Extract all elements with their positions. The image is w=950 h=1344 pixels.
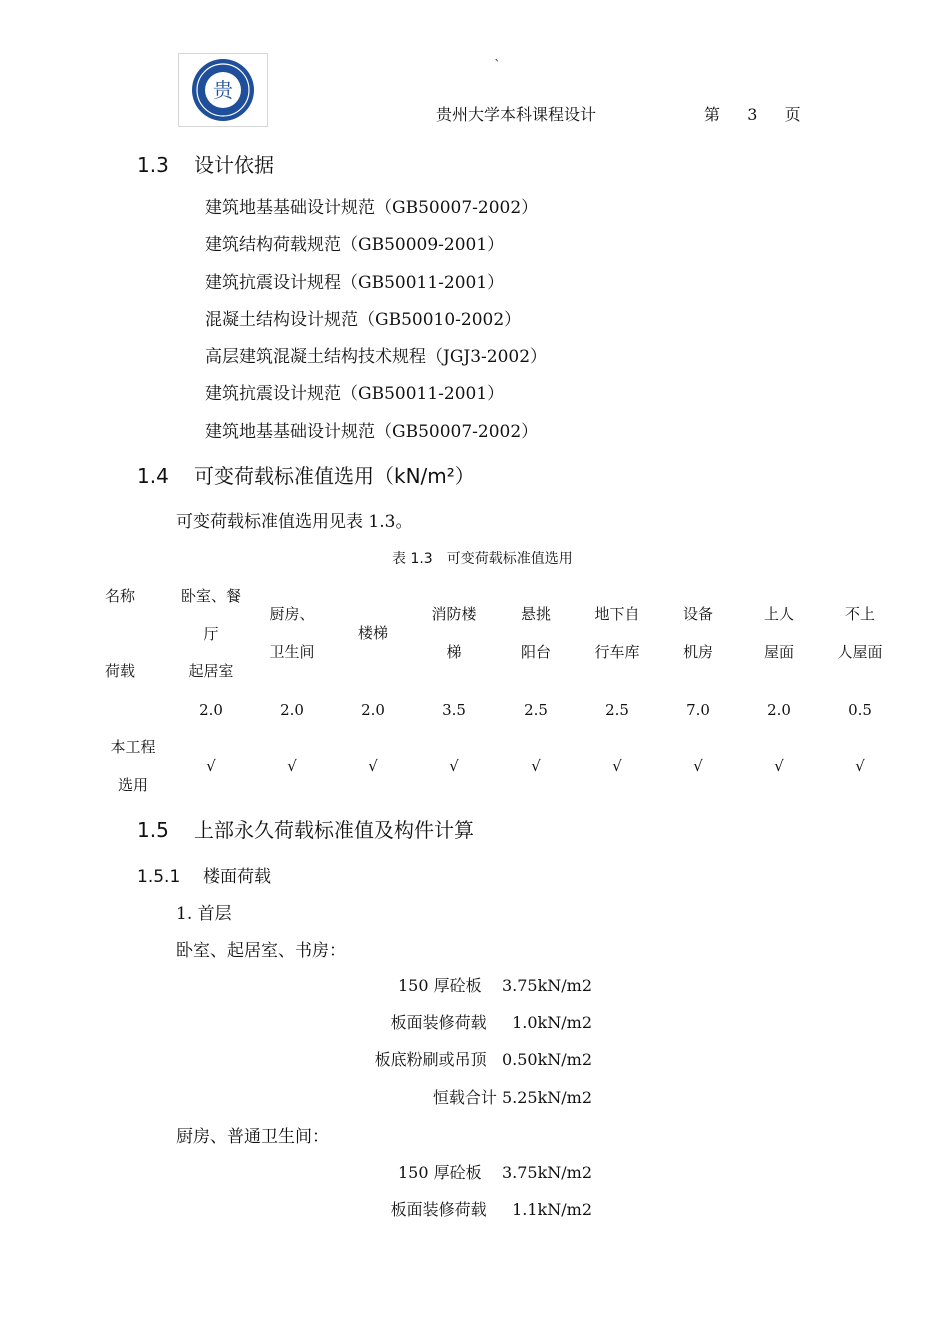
section-title: 上部永久荷载标准值及构件计算 bbox=[194, 818, 474, 842]
load-value: 2.0 bbox=[767, 701, 791, 719]
page-suffix: 页 bbox=[784, 105, 802, 124]
column-header: 设备 机房 bbox=[682, 605, 713, 661]
page-number: 3 bbox=[747, 105, 759, 124]
check-mark-icon: √ bbox=[531, 757, 541, 775]
section-number: 1.5 bbox=[137, 818, 169, 842]
load-line: 板面装修荷载 1.0kN/m2 bbox=[390, 1013, 592, 1032]
load-line: 150 厚砼板 3.75kN/m2 bbox=[397, 976, 592, 995]
column-header: 不上 人屋面 bbox=[837, 605, 883, 661]
column-header: 厨房、 卫生间 bbox=[269, 605, 315, 661]
header-mark: ` bbox=[494, 58, 501, 74]
section-heading-1-5 bbox=[137, 814, 474, 843]
university-logo bbox=[178, 53, 268, 127]
section-number: 1.5.1 bbox=[137, 867, 181, 887]
reference-list bbox=[205, 196, 547, 457]
reference-item: 建筑抗震设计规程（GB50011-2001） bbox=[205, 272, 505, 293]
header-title: 贵州大学本科课程设计 bbox=[436, 105, 597, 124]
reference-item: 建筑地基基础设计规范（GB50007-2002） bbox=[205, 421, 539, 442]
load-value: 2.0 bbox=[199, 701, 223, 719]
check-mark-icon: √ bbox=[368, 757, 378, 775]
reference-item: 建筑结构荷载规范（GB50009-2001） bbox=[205, 235, 505, 256]
table-caption: 表 1.3 可变荷载标准值选用 bbox=[392, 551, 573, 567]
section-title: 楼面荷载 bbox=[203, 867, 271, 887]
check-mark-icon: √ bbox=[855, 757, 865, 775]
column-header: 悬挑 阳台 bbox=[520, 605, 551, 661]
check-mark-icon: √ bbox=[693, 757, 703, 775]
column-header: 地下自 行车库 bbox=[594, 605, 640, 661]
row-label-selected: 本工程 选用 bbox=[110, 738, 156, 794]
section-heading-1-3 bbox=[137, 149, 274, 178]
section-number: 1.3 bbox=[137, 153, 169, 177]
section-title: 可变荷载标准值选用（kN/m²） bbox=[194, 464, 475, 488]
group-label-kitchen: 厨房、普通卫生间： bbox=[176, 1127, 329, 1147]
logo-emblem-icon bbox=[179, 54, 267, 126]
group-label-bedroom: 卧室、起居室、书房： bbox=[176, 941, 346, 961]
column-header: 楼梯 bbox=[357, 624, 388, 642]
table-intro: 可变荷载标准值选用见表 1.3。 bbox=[176, 512, 413, 532]
load-line: 板面装修荷载 1.1kN/m2 bbox=[390, 1200, 592, 1219]
reference-item: 建筑抗震设计规范（GB50011-2001） bbox=[205, 384, 505, 405]
reference-item: 混凝土结构设计规范（GB50010-2002） bbox=[205, 309, 522, 330]
table-corner-bottom: 荷载 bbox=[104, 662, 135, 680]
check-mark-icon: √ bbox=[774, 757, 784, 775]
load-value: 2.5 bbox=[605, 701, 629, 719]
load-line-total: 恒载合计 5.25kN/m2 bbox=[432, 1088, 592, 1107]
load-value: 2.0 bbox=[361, 701, 385, 719]
section-heading-1-4 bbox=[137, 460, 475, 489]
reference-item: 高层建筑混凝土结构技术规程（JGJ3-2002） bbox=[205, 347, 548, 368]
column-header: 消防楼 梯 bbox=[431, 605, 477, 661]
page-prefix: 第 bbox=[704, 105, 722, 124]
reference-item: 建筑地基基础设计规范（GB50007-2002） bbox=[205, 198, 539, 218]
column-header: 上人 屋面 bbox=[763, 605, 794, 661]
load-value: 2.5 bbox=[524, 701, 548, 719]
load-line: 150 厚砼板 3.75kN/m2 bbox=[397, 1163, 592, 1182]
list-item-first-floor: 1. 首层 bbox=[176, 904, 232, 924]
load-value: 3.5 bbox=[442, 701, 466, 719]
check-mark-icon: √ bbox=[449, 757, 459, 775]
load-line: 板底粉刷或吊顶 0.50kN/m2 bbox=[374, 1050, 592, 1069]
page-number-label bbox=[704, 102, 802, 125]
section-heading-1-5-1 bbox=[137, 862, 271, 887]
check-mark-icon: √ bbox=[612, 757, 622, 775]
load-value: 0.5 bbox=[848, 701, 872, 719]
check-mark-icon: √ bbox=[206, 757, 216, 775]
check-mark-icon: √ bbox=[287, 757, 297, 775]
table-corner-top: 名称 bbox=[104, 587, 135, 605]
load-value: 2.0 bbox=[280, 701, 304, 719]
logo-glyph: 贵 bbox=[213, 78, 233, 102]
column-header: 卧室、餐 厅 起居室 bbox=[180, 587, 241, 680]
section-title: 设计依据 bbox=[194, 153, 274, 177]
section-number: 1.4 bbox=[137, 464, 169, 488]
load-value: 7.0 bbox=[686, 701, 710, 719]
